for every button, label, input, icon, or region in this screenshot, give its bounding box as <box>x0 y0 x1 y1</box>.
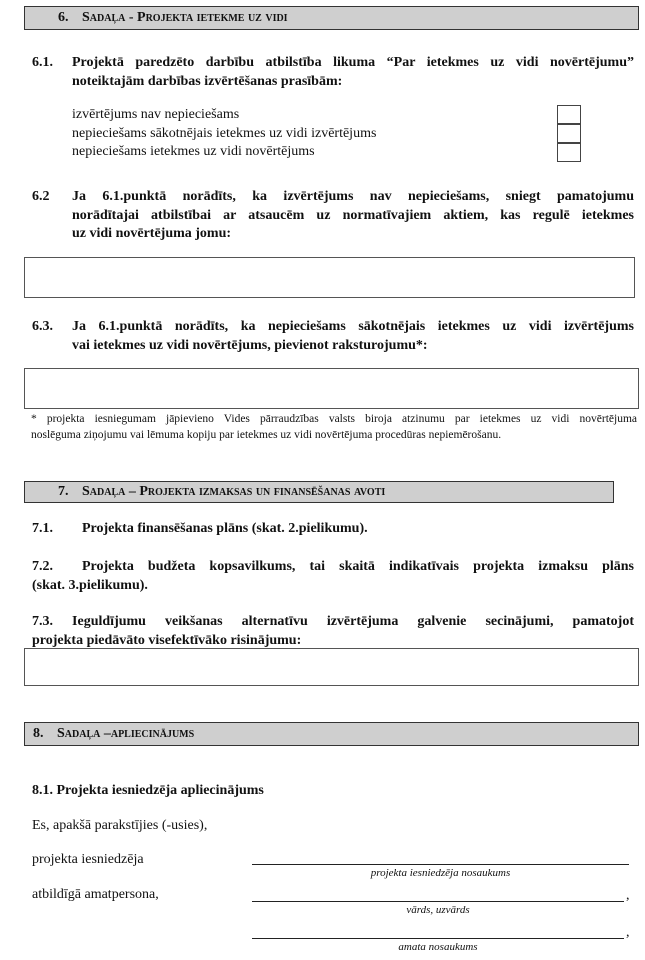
section-8-title <box>57 724 194 744</box>
section-7-title-b: Projekta izmaksas un finansēšanas avoti <box>139 484 386 499</box>
section-6-title-b: Projekta ietekme uz vidi <box>137 10 288 25</box>
footnote <box>31 411 637 443</box>
section-6-title-a: Sadaļa - <box>82 10 138 25</box>
position-title-line[interactable] <box>252 938 624 939</box>
comma: , <box>626 888 630 903</box>
assessment-options <box>72 106 542 162</box>
question-6-3-line-1: Ja 6.1.punktā norādīts, ka nepieciešams sākotnējais ietekmes uz vidi izvērtējums <box>72 319 634 334</box>
label-official: atbildīgā amatpersona, <box>32 887 159 902</box>
caption-full-name: vārds, uzvārds <box>406 904 470 916</box>
option-label: nepieciešams sākotnējais ietekmes uz vidi izvērtējums <box>72 125 377 141</box>
question-7-3 <box>32 613 634 650</box>
question-7-2-line-2: (skat. 3.pielikumu). <box>32 578 148 593</box>
section-7-header <box>24 481 614 503</box>
question-7-1-text: Projekta finansēšanas plāns (skat. 2.pielikumu). <box>82 521 368 536</box>
question-6-2-number: 6.2 <box>32 189 50 204</box>
footnote-line-1: * projekta iesniegumam jāpievieno Vides pārraudzības valsts biroja atzinumu par ietekmes uz vidi novērtējuma <box>31 413 637 425</box>
question-6-3-line-2: vai ietekmes uz vidi novērtējums, pievienot raksturojumu*: <box>72 337 428 353</box>
justification-field[interactable] <box>24 257 635 298</box>
question-7-2-line-1: Projekta budžeta kopsavilkums, tai skaitā indikatīvais projekta izmaksu plāns <box>82 559 634 574</box>
question-7-2-number: 7.2. <box>32 559 53 574</box>
caption-position-title: amata nosaukums <box>398 941 478 953</box>
section-7-title-a: Sadaļa – <box>82 484 140 499</box>
checkbox-initial-assessment[interactable] <box>557 124 581 143</box>
caption-applicant-name: projekta iesniedzēja nosaukums <box>370 867 511 879</box>
question-6-2-line-2: norādītajai atbilstībai ar atsaucēm uz normatīvajiem aktiem, kas regulē ietekmes <box>72 207 634 223</box>
question-7-1-number: 7.1. <box>32 521 53 536</box>
section-6-title <box>82 8 288 28</box>
statement-signer-line: Es, apakšā parakstījies (-usies), <box>32 818 208 833</box>
official-name-line[interactable] <box>252 901 624 902</box>
section-8-number: 8. <box>33 726 44 741</box>
label-applicant: projekta iesniedzēja <box>32 852 144 867</box>
option-label: nepieciešams ietekmes uz vidi novērtējums <box>72 144 315 159</box>
question-7-3-line-2: projekta piedāvāto visefektīvāko risinājumu: <box>32 632 302 648</box>
section-7-number: 7. <box>58 484 69 499</box>
question-6-1-line-1: Projektā paredzēto darbību atbilstība likuma “Par ietekmes uz vidi novērtējumu” <box>72 55 634 70</box>
section-6-header <box>24 6 639 30</box>
section-8-header <box>24 722 639 746</box>
section-8-title-a: Sadaļa – <box>57 726 111 741</box>
section-7-title <box>82 482 385 502</box>
section-8-title-b: apliecinājums <box>110 726 195 741</box>
footnote-line-2: noslēguma ziņojumu vai lēmuma kopiju par ietekmes uz vidi novērtējuma procedūras nepiemērošanu. <box>31 429 502 441</box>
comma: , <box>626 925 630 940</box>
section-6-number: 6. <box>58 10 69 25</box>
checkbox-not-required[interactable] <box>557 105 581 124</box>
statement-8-1-heading: 8.1. Projekta iesniedzēja apliecinājums <box>32 783 264 798</box>
alternatives-field[interactable] <box>24 648 639 686</box>
question-6-1-line-2: noteiktajām darbības izvērtēšanas prasībām: <box>72 73 343 89</box>
question-6-3-number: 6.3. <box>32 319 53 334</box>
question-6-1-number: 6.1. <box>32 55 53 70</box>
checkbox-impact-assessment[interactable] <box>557 143 581 162</box>
description-field[interactable] <box>24 368 639 409</box>
question-6-2-line-1: Ja 6.1.punktā norādīts, ka izvērtējums nav nepieciešams, sniegt pamatojumu <box>72 189 634 204</box>
question-7-3-line-1: 7.3. Ieguldījumu veikšanas alternatīvu izvērtējuma galvenie secinājumi, pamatojot <box>32 614 634 629</box>
question-6-2-line-3: uz vidi novērtējuma jomu: <box>72 226 232 241</box>
option-label: izvērtējums nav nepieciešams <box>72 107 240 122</box>
applicant-name-line[interactable] <box>252 864 629 865</box>
